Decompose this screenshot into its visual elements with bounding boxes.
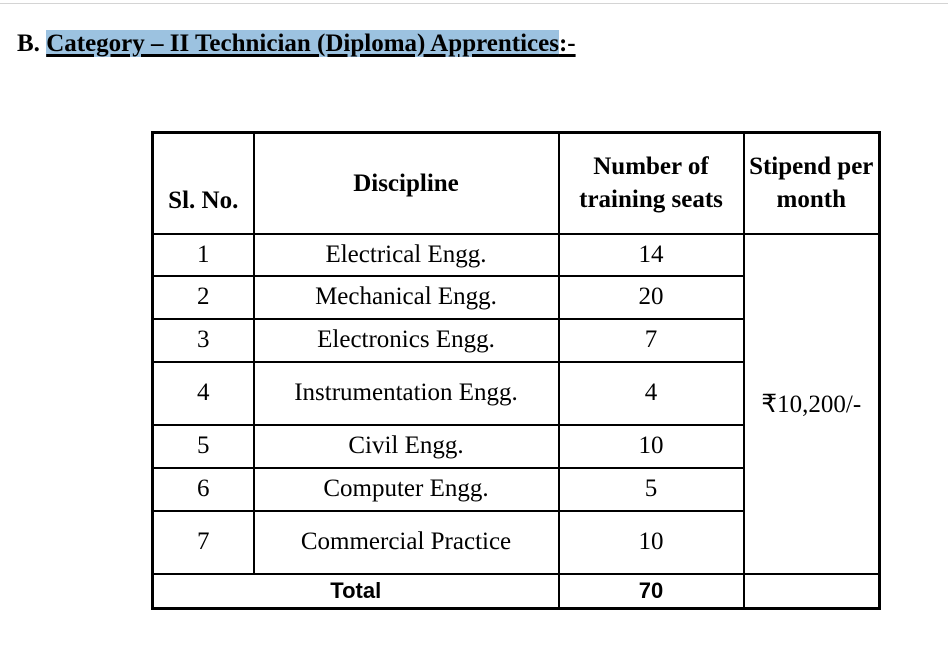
discipline-cell: Electrical Engg. bbox=[254, 234, 559, 276]
top-divider bbox=[0, 3, 948, 4]
seats-cell: 14 bbox=[559, 234, 744, 276]
seats-cell: 5 bbox=[559, 468, 744, 511]
heading-prefix: B. bbox=[17, 30, 47, 57]
heading-suffix: :- bbox=[558, 30, 576, 57]
apprentice-seats-table bbox=[151, 131, 881, 610]
heading-title-highlighted: Category – II Technician (Diploma) Apprentices bbox=[46, 30, 559, 57]
sl-cell: 1 bbox=[153, 234, 254, 276]
header-stipend: Stipend per month bbox=[744, 133, 880, 234]
total-label: Total bbox=[153, 574, 559, 609]
seats-cell: 4 bbox=[559, 362, 744, 425]
seats-cell: 20 bbox=[559, 276, 744, 319]
discipline-cell: Electronics Engg. bbox=[254, 319, 559, 362]
discipline-cell: Mechanical Engg. bbox=[254, 276, 559, 319]
sl-cell: 4 bbox=[153, 362, 254, 425]
seats-cell: 7 bbox=[559, 319, 744, 362]
header-sl-no: Sl. No. bbox=[153, 133, 254, 234]
header-discipline: Discipline bbox=[254, 133, 559, 234]
section-heading bbox=[17, 30, 576, 58]
header-seats: Number of training seats bbox=[559, 133, 744, 234]
stipend-cell: ₹10,200/- bbox=[744, 234, 880, 574]
sl-cell: 2 bbox=[153, 276, 254, 319]
table-row bbox=[153, 234, 880, 276]
sl-cell: 6 bbox=[153, 468, 254, 511]
sl-cell: 5 bbox=[153, 425, 254, 468]
discipline-cell: Instrumentation Engg. bbox=[254, 362, 559, 425]
seats-cell: 10 bbox=[559, 511, 744, 574]
discipline-cell: Civil Engg. bbox=[254, 425, 559, 468]
sl-cell: 3 bbox=[153, 319, 254, 362]
discipline-cell: Commercial Practice bbox=[254, 511, 559, 574]
total-value: 70 bbox=[559, 574, 744, 609]
sl-cell: 7 bbox=[153, 511, 254, 574]
seats-cell: 10 bbox=[559, 425, 744, 468]
total-row bbox=[153, 574, 880, 609]
discipline-cell: Computer Engg. bbox=[254, 468, 559, 511]
header-row bbox=[153, 133, 880, 234]
